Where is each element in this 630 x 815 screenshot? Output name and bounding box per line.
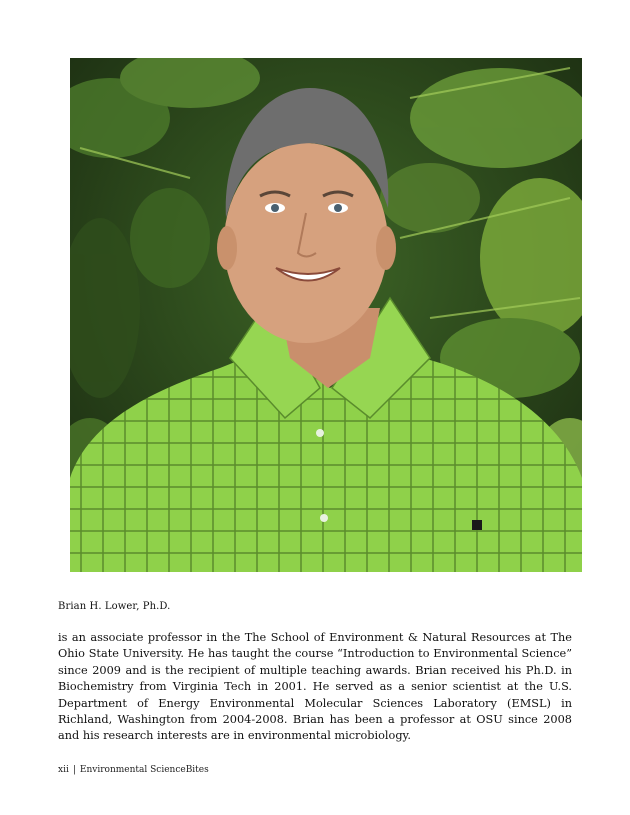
- book-title: Environmental ScienceBites: [79, 765, 209, 775]
- page-footer: [58, 765, 209, 775]
- author-bio: is an associate professor in the The School of Environment & Natural Resources at The Ohio State University. He has taught the course “Introduction to Environmental Science” since 2009 and is the recipient of multiple teaching awards. Brian received his Ph.D. in Biochemistry from Virginia Tech in 2001. He served as a senior scientist at the U.S. Department of Energy Environmental Molecular Sciences Laboratory (EMSL) in Richland, Washington from 2004-2008. Brian has been a professor at OSU since 2008 and his research interests are in environmental microbiology.: [58, 631, 572, 743]
- page-number: xii: [58, 765, 69, 775]
- shirt-button: [320, 514, 328, 522]
- shirt-logo: [472, 520, 482, 530]
- photo-caption: Brian H. Lower, Ph.D.: [58, 601, 171, 612]
- author-photo: [70, 58, 582, 572]
- footer-separator: |: [72, 765, 76, 775]
- shirt-button: [316, 429, 324, 437]
- face: [224, 143, 388, 343]
